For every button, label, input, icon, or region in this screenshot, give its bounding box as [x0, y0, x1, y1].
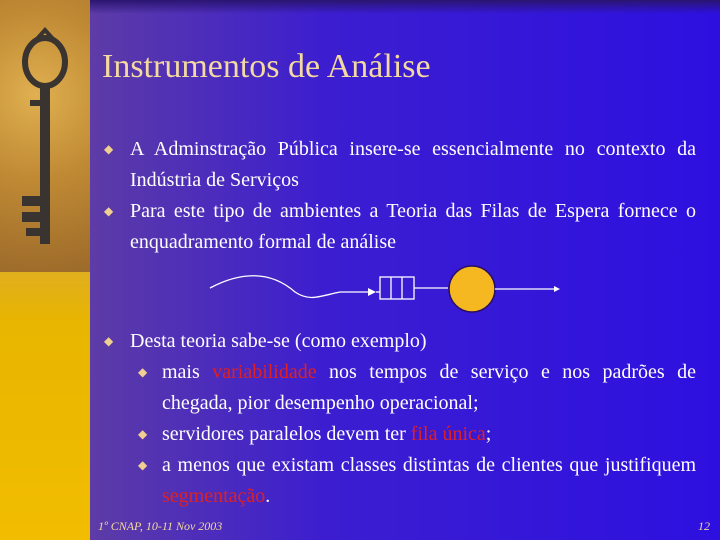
- sub-bullet-post: ;: [485, 423, 492, 445]
- server-circle: [449, 266, 495, 312]
- footer-event: 1º CNAP, 10-11 Nov 2003: [98, 519, 223, 533]
- footer-page-number: 12: [698, 519, 710, 533]
- bullet-glyph: ◆: [104, 204, 114, 218]
- key-icon: [0, 0, 90, 272]
- arrow-head: [554, 286, 560, 292]
- sub-bullet-post: .: [265, 485, 271, 507]
- queue-box: [380, 277, 414, 299]
- bullet-item: [104, 196, 696, 258]
- highlight-text: segmentação: [162, 485, 266, 507]
- sub-bullet-item: [104, 419, 696, 450]
- slide-body: [104, 134, 696, 512]
- highlight-text: variabilidade: [212, 361, 317, 383]
- bullet-item: [104, 326, 696, 357]
- sub-bullet-pre: a menos que existam classes distintas de clientes que justifiquem: [162, 454, 696, 476]
- sub-bullet-item: [104, 450, 696, 512]
- bullet-glyph: ◆: [104, 142, 114, 156]
- bullet-glyph: ◆: [138, 427, 148, 441]
- bullet-text: Desta teoria sabe-se (como exemplo): [130, 330, 427, 352]
- queue-diagram: [200, 262, 570, 322]
- queue-buffer: [380, 277, 414, 299]
- sub-bullet-item: [104, 357, 696, 419]
- sub-bullet-pre: mais: [162, 361, 213, 383]
- arrival-curve: [210, 276, 340, 298]
- sub-bullet-pre: servidores paralelos devem ter: [162, 423, 411, 445]
- bullet-text: Para este tipo de ambientes a Teoria das Filas de Espera fornece o enquadramento formal de análise: [130, 200, 696, 253]
- bullet-item: [104, 134, 696, 196]
- top-shadow: [90, 0, 720, 14]
- sub-bullet-post: nos tempos de serviço e nos padrões de chegada, pior desempenho operacional;: [162, 361, 697, 414]
- bullet-glyph: ◆: [138, 458, 148, 472]
- bullet-text: A Adminstração Pública insere-se essencialmente no contexto da Indústria de Serviços: [130, 138, 696, 191]
- arrow-head: [368, 288, 376, 296]
- bullet-glyph: ◆: [104, 334, 114, 348]
- slide-title: Instrumentos de Análise: [102, 48, 431, 85]
- bullet-glyph: ◆: [138, 365, 148, 379]
- highlight-text: fila única: [410, 423, 486, 445]
